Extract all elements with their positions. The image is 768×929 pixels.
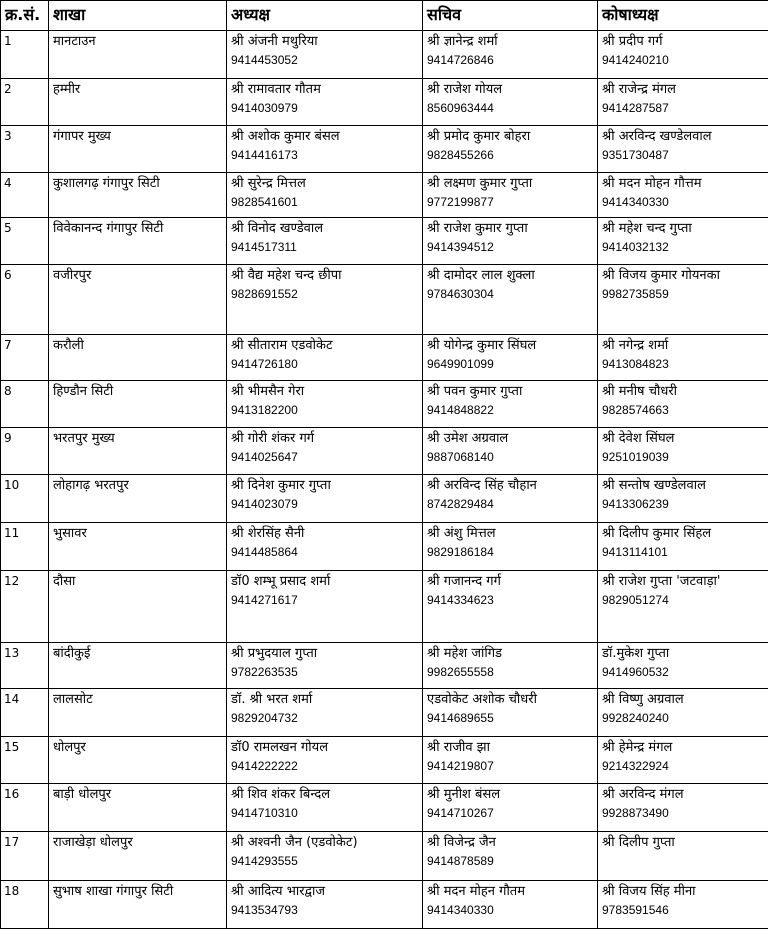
president-phone: 9414030979	[231, 99, 418, 118]
president-phone: 9414025647	[231, 448, 418, 467]
president-phone: 9414485864	[231, 543, 418, 562]
president-phone: 9414271617	[231, 591, 418, 610]
branch-name: राजाखेड़ा धोलपुर	[53, 833, 222, 852]
treasurer-cell	[598, 79, 768, 126]
branch-cell	[49, 126, 227, 173]
treasurer-name: श्री सन्तोष खण्डेलवाल	[602, 476, 764, 495]
president-cell	[227, 523, 423, 571]
treasurer-phone: 9828574663	[602, 401, 764, 420]
president-cell	[227, 79, 423, 126]
serial-number: 8	[4, 382, 44, 401]
branch-cell	[49, 784, 227, 832]
president-cell	[227, 571, 423, 643]
table-row	[1, 173, 768, 218]
serial-number: 3	[4, 127, 44, 146]
serial-cell	[1, 265, 49, 335]
branch-cell	[49, 689, 227, 737]
treasurer-cell	[598, 689, 768, 737]
treasurer-cell	[598, 31, 768, 79]
header-serial-no: क्र.सं.	[1, 1, 49, 31]
president-cell	[227, 126, 423, 173]
treasurer-phone: 9413306239	[602, 495, 764, 514]
president-phone: 9829204732	[231, 709, 418, 728]
serial-cell	[1, 737, 49, 784]
secretary-phone: 9414219807	[427, 757, 593, 776]
serial-cell	[1, 784, 49, 832]
president-name: श्री सुरेन्द्र मित्तल	[231, 174, 418, 193]
secretary-cell	[423, 571, 598, 643]
table-row	[1, 335, 768, 381]
treasurer-cell	[598, 265, 768, 335]
branch-name: हिण्डौन सिटी	[53, 382, 222, 401]
branch-name: गंगापर मुख्य	[53, 127, 222, 146]
president-name: श्री रामावतार गौतम	[231, 80, 418, 99]
secretary-name: श्री उमेश अग्रवाल	[427, 429, 593, 448]
president-cell	[227, 265, 423, 335]
secretary-name: एडवोकेट अशोक चौधरी	[427, 690, 593, 709]
president-name: श्री भीमसैन गेरा	[231, 382, 418, 401]
serial-cell	[1, 173, 49, 218]
branch-name: सुभाष शाखा गंगापुर सिटी	[53, 882, 222, 901]
secretary-name: श्री दामोदर लाल शुक्ला	[427, 266, 593, 285]
table-row	[1, 571, 768, 643]
serial-number: 12	[4, 572, 44, 591]
serial-number: 13	[4, 644, 44, 663]
treasurer-phone: 9982735859	[602, 285, 764, 304]
president-phone: 9414517311	[231, 238, 418, 257]
treasurer-name: श्री विजय कुमार गोयनका	[602, 266, 764, 285]
treasurer-cell	[598, 784, 768, 832]
serial-cell	[1, 31, 49, 79]
secretary-phone: 8742829484	[427, 495, 593, 514]
secretary-cell	[423, 643, 598, 689]
branch-cell	[49, 737, 227, 784]
header-president: अध्यक्ष	[227, 1, 423, 31]
president-cell	[227, 784, 423, 832]
serial-cell	[1, 523, 49, 571]
table-row	[1, 265, 768, 335]
president-name: श्री सीताराम एडवोकेट	[231, 336, 418, 355]
branch-cell	[49, 881, 227, 929]
president-cell	[227, 475, 423, 523]
president-name: श्री अशोक कुमार बंसल	[231, 127, 418, 146]
president-name: श्री प्रभुदयाल गुप्ता	[231, 644, 418, 663]
treasurer-cell	[598, 381, 768, 428]
president-cell	[227, 881, 423, 929]
treasurer-phone	[602, 852, 764, 871]
treasurer-name: श्री हेमेन्द्र मंगल	[602, 738, 764, 757]
branch-name: दौसा	[53, 572, 222, 591]
header-secretary: सचिव	[423, 1, 598, 31]
treasurer-cell	[598, 571, 768, 643]
serial-cell	[1, 689, 49, 737]
president-phone: 9414023079	[231, 495, 418, 514]
treasurer-cell	[598, 523, 768, 571]
header-treasurer: कोषाध्यक्ष	[598, 1, 768, 31]
president-phone: 9782263535	[231, 663, 418, 682]
serial-number: 4	[4, 174, 44, 193]
branch-name: करौली	[53, 336, 222, 355]
serial-cell	[1, 643, 49, 689]
treasurer-cell	[598, 475, 768, 523]
table-row	[1, 31, 768, 79]
treasurer-phone: 9414240210	[602, 51, 764, 70]
treasurer-cell	[598, 335, 768, 381]
president-phone: 9414453052	[231, 51, 418, 70]
treasurer-name: श्री दिलीप गुप्ता	[602, 833, 764, 852]
secretary-cell	[423, 265, 598, 335]
treasurer-name: श्री नगेन्द्र शर्मा	[602, 336, 764, 355]
treasurer-phone: 9928240240	[602, 709, 764, 728]
branch-name: बाड़ी धोलपुर	[53, 785, 222, 804]
secretary-cell	[423, 881, 598, 929]
treasurer-phone: 9413114101	[602, 543, 764, 562]
secretary-phone: 9784630304	[427, 285, 593, 304]
treasurer-cell	[598, 643, 768, 689]
secretary-phone: 9829186184	[427, 543, 593, 562]
serial-number: 1	[4, 32, 44, 51]
branch-name: लोहागढ़ भरतपुर	[53, 476, 222, 495]
treasurer-phone: 9414032132	[602, 238, 764, 257]
branch-name: बांदीकुई	[53, 644, 222, 663]
branch-name: मानटाउन	[53, 32, 222, 51]
secretary-name: श्री राजीव झा	[427, 738, 593, 757]
president-phone: 9414416173	[231, 146, 418, 165]
secretary-phone: 9414689655	[427, 709, 593, 728]
president-name: डॉ. श्री भरत शर्मा	[231, 690, 418, 709]
treasurer-name: श्री अरविन्द खण्डेलवाल	[602, 127, 764, 146]
president-cell	[227, 832, 423, 881]
branch-cell	[49, 173, 227, 218]
secretary-cell	[423, 218, 598, 265]
table-row	[1, 475, 768, 523]
treasurer-phone: 9214322924	[602, 757, 764, 776]
serial-number: 15	[4, 738, 44, 757]
table-row	[1, 79, 768, 126]
table-row	[1, 643, 768, 689]
treasurer-name: श्री अरविन्द मंगल	[602, 785, 764, 804]
serial-number: 17	[4, 833, 44, 852]
table-row	[1, 126, 768, 173]
treasurer-cell	[598, 881, 768, 929]
secretary-name: श्री पवन कुमार गुप्ता	[427, 382, 593, 401]
table-row	[1, 784, 768, 832]
president-name: श्री दिनेश कुमार गुप्ता	[231, 476, 418, 495]
serial-number: 18	[4, 882, 44, 901]
secretary-phone: 8560963444	[427, 99, 593, 118]
secretary-cell	[423, 126, 598, 173]
serial-number: 9	[4, 429, 44, 448]
president-phone: 9828541601	[231, 193, 418, 212]
secretary-name: श्री प्रमोद कुमार बोहरा	[427, 127, 593, 146]
secretary-name: श्री लक्ष्मण कुमार गुप्ता	[427, 174, 593, 193]
president-phone: 9414222222	[231, 757, 418, 776]
branch-cell	[49, 475, 227, 523]
treasurer-cell	[598, 218, 768, 265]
secretary-cell	[423, 381, 598, 428]
president-cell	[227, 428, 423, 475]
header-branch: शाखा	[49, 1, 227, 31]
president-cell	[227, 218, 423, 265]
president-cell	[227, 689, 423, 737]
president-cell	[227, 31, 423, 79]
secretary-name: श्री महेश जांगिड	[427, 644, 593, 663]
president-cell	[227, 381, 423, 428]
secretary-phone: 9772199877	[427, 193, 593, 212]
branch-name: लालसोट	[53, 690, 222, 709]
serial-number: 7	[4, 336, 44, 355]
secretary-phone: 9414710267	[427, 804, 593, 823]
treasurer-cell	[598, 832, 768, 881]
treasurer-phone: 9783591546	[602, 901, 764, 920]
branch-cell	[49, 523, 227, 571]
serial-cell	[1, 832, 49, 881]
branch-name: धोलपुर	[53, 738, 222, 757]
secretary-name: श्री मुनीश बंसल	[427, 785, 593, 804]
treasurer-cell	[598, 428, 768, 475]
secretary-name: श्री मदन मोहन गौतम	[427, 882, 593, 901]
secretary-name: श्री योगेन्द्र कुमार सिंघल	[427, 336, 593, 355]
branch-name: विवेकानन्द गंगापुर सिटी	[53, 219, 222, 238]
branch-cell	[49, 428, 227, 475]
secretary-cell	[423, 689, 598, 737]
secretary-phone: 9414394512	[427, 238, 593, 257]
president-name: श्री आदित्य भारद्वाज	[231, 882, 418, 901]
table-row	[1, 523, 768, 571]
secretary-name: श्री राजेश गोयल	[427, 80, 593, 99]
table-row	[1, 737, 768, 784]
table-row	[1, 218, 768, 265]
branch-cell	[49, 832, 227, 881]
serial-number: 6	[4, 266, 44, 285]
treasurer-cell	[598, 173, 768, 218]
treasurer-name: डॉ.मुकेश गुप्ता	[602, 644, 764, 663]
secretary-phone: 9414848822	[427, 401, 593, 420]
treasurer-name: श्री दिलीप कुमार सिंहल	[602, 524, 764, 543]
serial-number: 11	[4, 524, 44, 543]
secretary-cell	[423, 428, 598, 475]
branch-name: वजीरपुर	[53, 266, 222, 285]
treasurer-phone: 9414340330	[602, 193, 764, 212]
serial-cell	[1, 79, 49, 126]
treasurer-name: श्री विष्णु अग्रवाल	[602, 690, 764, 709]
branch-cell	[49, 31, 227, 79]
secretary-cell	[423, 832, 598, 881]
serial-number: 16	[4, 785, 44, 804]
president-phone: 9413182200	[231, 401, 418, 420]
serial-number: 5	[4, 219, 44, 238]
serial-cell	[1, 335, 49, 381]
president-phone: 9828691552	[231, 285, 418, 304]
secretary-phone: 9414340330	[427, 901, 593, 920]
president-phone: 9413534793	[231, 901, 418, 920]
table-row	[1, 832, 768, 881]
president-name: श्री अंजनी मथुरिया	[231, 32, 418, 51]
serial-cell	[1, 218, 49, 265]
president-phone: 9414293555	[231, 852, 418, 871]
secretary-cell	[423, 173, 598, 218]
branch-cell	[49, 218, 227, 265]
president-name: श्री वैद्य महेश चन्द छीपा	[231, 266, 418, 285]
secretary-cell	[423, 737, 598, 784]
treasurer-cell	[598, 126, 768, 173]
serial-number: 10	[4, 476, 44, 495]
secretary-phone: 9414726846	[427, 51, 593, 70]
president-name: श्री अश्वनी जैन (एडवोकेट)	[231, 833, 418, 852]
secretary-phone: 9828455266	[427, 146, 593, 165]
secretary-name: श्री राजेश कुमार गुप्ता	[427, 219, 593, 238]
serial-cell	[1, 428, 49, 475]
president-cell	[227, 173, 423, 218]
treasurer-phone: 9829051274	[602, 591, 764, 610]
treasurer-name: श्री प्रदीप गर्ग	[602, 32, 764, 51]
president-phone: 9414710310	[231, 804, 418, 823]
treasurer-name: श्री महेश चन्द गुप्ता	[602, 219, 764, 238]
secretary-phone: 9649901099	[427, 355, 593, 374]
branch-name: भरतपुर मुख्य	[53, 429, 222, 448]
branch-cell	[49, 79, 227, 126]
president-name: डॉ0 रामलखन गोयल	[231, 738, 418, 757]
branch-cell	[49, 265, 227, 335]
treasurer-name: श्री विजय सिंह मीना	[602, 882, 764, 901]
secretary-name: श्री ज्ञानेन्द्र शर्मा	[427, 32, 593, 51]
secretary-cell	[423, 523, 598, 571]
branch-cell	[49, 381, 227, 428]
treasurer-phone: 9414287587	[602, 99, 764, 118]
table-row	[1, 689, 768, 737]
secretary-cell	[423, 31, 598, 79]
president-cell	[227, 643, 423, 689]
treasurer-name: श्री देवेश सिंघल	[602, 429, 764, 448]
branch-name: कुशालगढ़ गंगापुर सिटी	[53, 174, 222, 193]
secretary-name: श्री अरविन्द सिंह चौहान	[427, 476, 593, 495]
branch-cell	[49, 643, 227, 689]
serial-cell	[1, 126, 49, 173]
treasurer-name: श्री मनीष चौधरी	[602, 382, 764, 401]
treasurer-phone: 9413084823	[602, 355, 764, 374]
table-row	[1, 881, 768, 929]
serial-number: 2	[4, 80, 44, 99]
treasurer-phone: 9928873490	[602, 804, 764, 823]
president-name: डॉ0 शम्भू प्रसाद शर्मा	[231, 572, 418, 591]
secretary-name: श्री अंशु मित्तल	[427, 524, 593, 543]
secretary-cell	[423, 784, 598, 832]
treasurer-name: श्री राजेश गुप्ता 'जटवाड़ा'	[602, 572, 764, 591]
secretary-cell	[423, 335, 598, 381]
treasurer-phone: 9414960532	[602, 663, 764, 682]
branch-name: भुसावर	[53, 524, 222, 543]
president-phone: 9414726180	[231, 355, 418, 374]
president-name: श्री शेरसिंह सैनी	[231, 524, 418, 543]
secretary-cell	[423, 79, 598, 126]
serial-cell	[1, 381, 49, 428]
serial-number: 14	[4, 690, 44, 709]
treasurer-name: श्री राजेन्द्र मंगल	[602, 80, 764, 99]
treasurer-cell	[598, 737, 768, 784]
president-name: श्री गोरी शंकर गर्ग	[231, 429, 418, 448]
serial-cell	[1, 571, 49, 643]
treasurer-phone: 9351730487	[602, 146, 764, 165]
branch-name: हम्मीर	[53, 80, 222, 99]
table-row	[1, 428, 768, 475]
table-header-row	[1, 1, 768, 31]
treasurer-name: श्री मदन मोहन गौत्तम	[602, 174, 764, 193]
secretary-phone: 9887068140	[427, 448, 593, 467]
serial-cell	[1, 475, 49, 523]
secretary-cell	[423, 475, 598, 523]
secretary-name: श्री गजानन्द गर्ग	[427, 572, 593, 591]
president-cell	[227, 335, 423, 381]
secretary-name: श्री विजेन्द्र जैन	[427, 833, 593, 852]
secretary-phone: 9982655558	[427, 663, 593, 682]
table-row	[1, 381, 768, 428]
branch-cell	[49, 571, 227, 643]
treasurer-phone: 9251019039	[602, 448, 764, 467]
serial-cell	[1, 881, 49, 929]
president-name: श्री विनोद खण्डेवाल	[231, 219, 418, 238]
president-cell	[227, 737, 423, 784]
secretary-phone: 9414878589	[427, 852, 593, 871]
branch-cell	[49, 335, 227, 381]
secretary-phone: 9414334623	[427, 591, 593, 610]
president-name: श्री शिव शंकर बिन्दल	[231, 785, 418, 804]
